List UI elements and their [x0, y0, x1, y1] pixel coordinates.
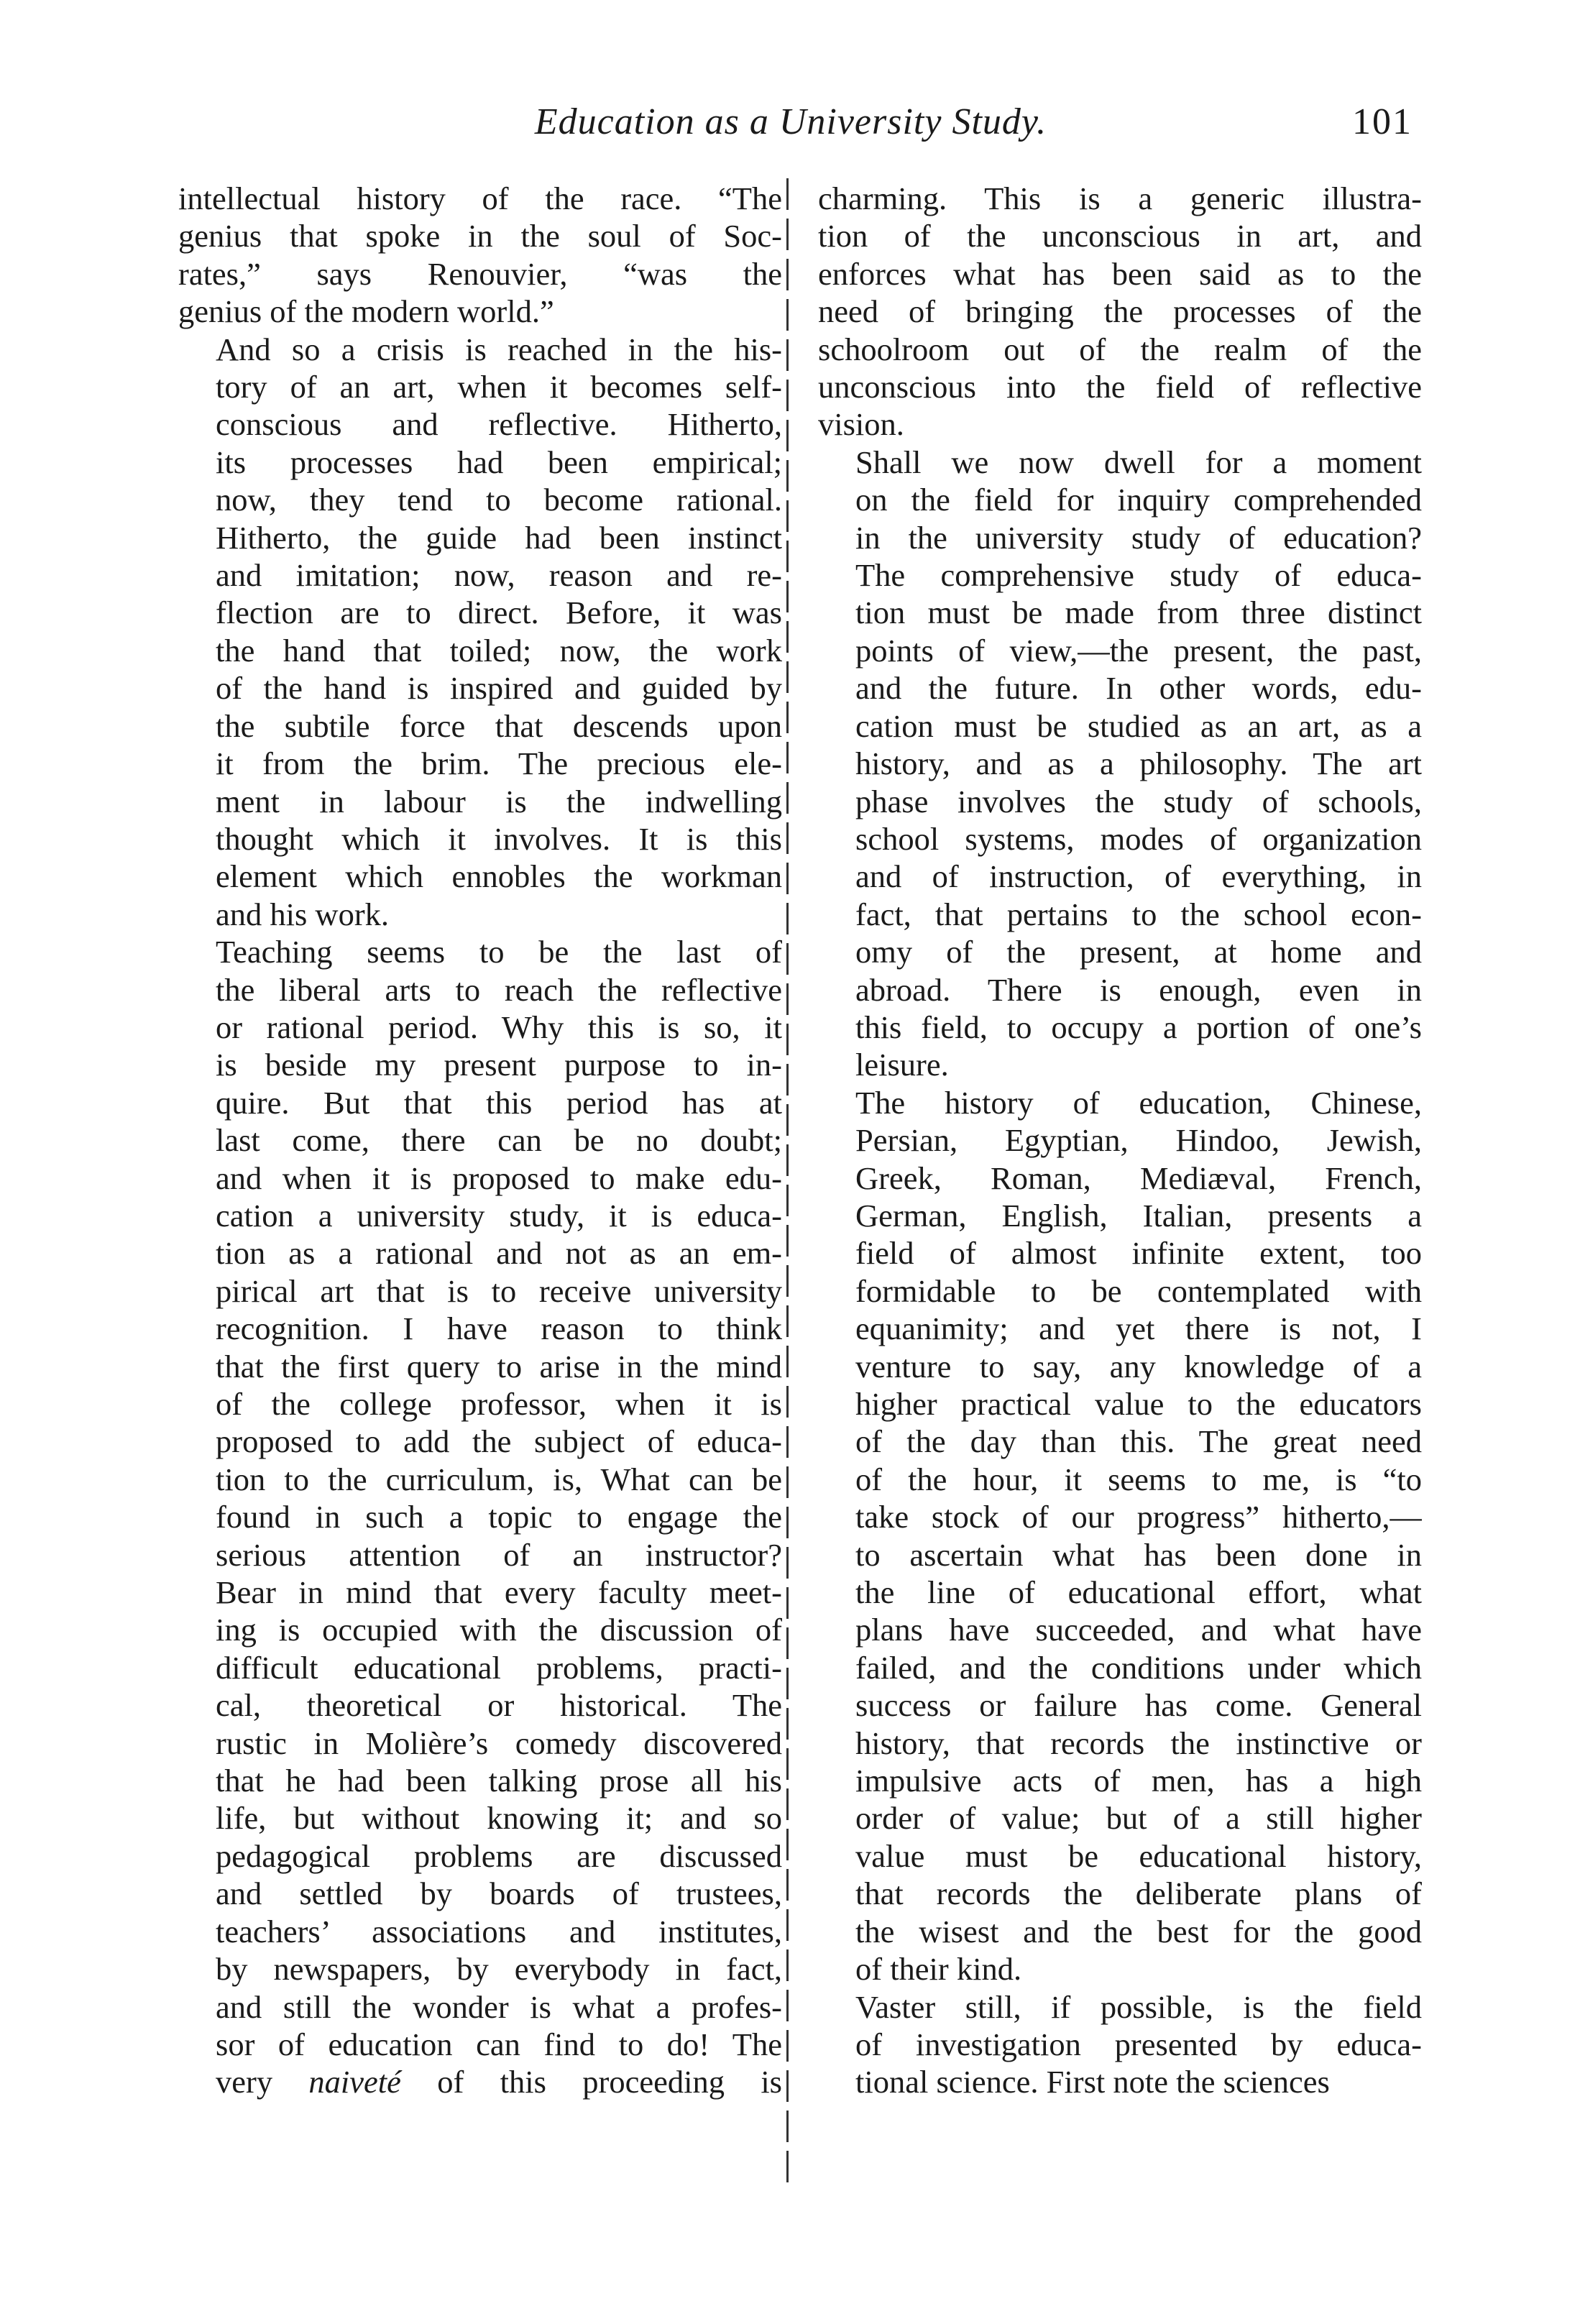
- text-line: tory of an art, when it becomes self-: [216, 369, 782, 405]
- right-column: [818, 180, 1422, 2192]
- text-line: and the future. In other words, edu-: [855, 670, 1422, 707]
- text-line: of the hour, it seems to me, is “to: [855, 1461, 1422, 1497]
- text-fragment: of this proceeding is: [400, 2064, 782, 2100]
- text-line: fact, that pertains to the school econ-: [855, 896, 1422, 932]
- paragraph: [178, 331, 782, 934]
- text-line: vision.: [818, 406, 904, 443]
- text-line: omy of the present, at home and: [855, 934, 1422, 970]
- text-line: of the college professor, when it is: [216, 1386, 782, 1422]
- text-line: its processes had been empirical;: [216, 444, 782, 480]
- text-line: venture to say, any knowledge of a: [855, 1348, 1422, 1384]
- text-line: flection are to direct. Before, it was: [216, 594, 782, 631]
- text-line: and when it is proposed to make edu-: [216, 1159, 782, 1196]
- text-fragment: very: [216, 2064, 309, 2100]
- text-line: cation must be studied as an art, as a: [855, 707, 1422, 744]
- text-line: thought which it involves. It is this: [216, 820, 782, 857]
- text-line: equanimity; and yet there is not, I: [855, 1310, 1422, 1347]
- text-line: leisure.: [855, 1047, 949, 1083]
- text-line: order of value; but of a still higher: [855, 1800, 1422, 1837]
- text-line: Shall we now dwell for a moment: [855, 444, 1422, 480]
- text-line: in the university study of education?: [855, 519, 1422, 556]
- italic-term: naiveté: [308, 2064, 401, 2100]
- text-line: intellectual history of the race. “The: [178, 180, 782, 216]
- text-line: or rational period. Why this is so, it: [216, 1009, 782, 1045]
- paragraph: [818, 1084, 1422, 1988]
- page-number: 101: [1352, 101, 1413, 142]
- text-line: that he had been talking prose all his: [216, 1763, 782, 1799]
- text-line: Teaching seems to be the last of: [216, 934, 782, 970]
- text-line: on the field for inquiry comprehended: [855, 482, 1422, 518]
- text-line: now, they tend to become rational.: [216, 482, 782, 518]
- paragraph: [818, 1988, 1422, 2101]
- paragraph: [178, 180, 782, 331]
- text-line: rates,” says Renouvier, “was the: [178, 255, 782, 292]
- text-line: take stock of our progress” hitherto,—: [855, 1499, 1422, 1535]
- text-line: conscious and reflective. Hitherto,: [216, 406, 782, 443]
- text-line: value must be educational history,: [855, 1837, 1422, 1874]
- text-line: rustic in Molière’s comedy discovered: [216, 1724, 782, 1761]
- text-line: ing is occupied with the discussion of: [216, 1612, 782, 1648]
- text-line: Hitherto, the guide had been instinct: [216, 519, 782, 556]
- text-line: Persian, Egyptian, Hindoo, Jewish,: [855, 1122, 1422, 1159]
- text-line: Greek, Roman, Mediæval, French,: [855, 1159, 1422, 1196]
- text-line: the subtile force that descends upon: [216, 707, 782, 744]
- text-line: points of view,—the present, the past,: [855, 632, 1422, 669]
- text-line: failed, and the conditions under which: [855, 1649, 1422, 1686]
- text-line: quire. But that this period has at: [216, 1084, 782, 1121]
- text-line: Vaster still, if possible, is the field: [855, 1988, 1422, 2025]
- text-line: tion as a rational and not as an em-: [216, 1235, 782, 1272]
- text-line: it from the brim. The precious ele-: [216, 745, 782, 782]
- text-line: success or failure has come. General: [855, 1687, 1422, 1724]
- text-line: that records the deliberate plans of: [855, 1875, 1422, 1912]
- text-line: teachers’ associations and institutes,: [216, 1913, 782, 1949]
- text-line: cal, theoretical or historical. The: [216, 1687, 782, 1724]
- text-line: last come, there can be no doubt;: [216, 1122, 782, 1159]
- paragraph: [818, 180, 1422, 444]
- text-line: formidable to be contemplated with: [855, 1272, 1422, 1309]
- page-header: [169, 101, 1413, 151]
- text-line: history, and as a philosophy. The art: [855, 745, 1422, 782]
- text-line: and settled by boards of trustees,: [216, 1875, 782, 1912]
- paragraph: [818, 444, 1422, 1084]
- text-line: field of almost infinite extent, too: [855, 1235, 1422, 1272]
- text-line: genius of the modern world.”: [178, 293, 554, 330]
- text-line: schoolroom out of the realm of the: [818, 331, 1422, 367]
- text-line: is beside my present purpose to in-: [216, 1047, 782, 1083]
- text-line: that the first query to arise in the mind: [216, 1348, 782, 1384]
- text-line: tional science. First note the sciences: [855, 2064, 1330, 2100]
- text-line: the hand that toiled; now, the work: [216, 632, 782, 669]
- text-line: and his work.: [216, 896, 390, 932]
- text-line: serious attention of an instructor?: [216, 1536, 782, 1573]
- running-title: Education as a University Study.: [534, 101, 1047, 142]
- text-line: sor of education can find to do! The: [216, 2026, 782, 2062]
- text-line: charming. This is a generic illustra-: [818, 180, 1422, 216]
- text-line: by newspapers, by everybody in fact,: [216, 1951, 782, 1988]
- text-line: The history of education, Chinese,: [855, 1084, 1422, 1121]
- text-line: And so a crisis is reached in the his-: [216, 331, 782, 367]
- text-line: and imitation; now, reason and re-: [216, 557, 782, 594]
- text-line: of the hand is inspired and guided by: [216, 670, 782, 707]
- text-line: of investigation presented by educa-: [855, 2026, 1422, 2062]
- text-line: life, but without knowing it; and so: [216, 1800, 782, 1837]
- text-line: element which ennobles the workman: [216, 858, 782, 895]
- text-line: and of instruction, of everything, in: [855, 858, 1422, 895]
- text-line: this field, to occupy a portion of one’s: [855, 1009, 1422, 1045]
- text-line: school systems, modes of organization: [855, 820, 1422, 857]
- text-line: Bear in mind that every faculty meet-: [216, 1574, 782, 1611]
- text-line: German, English, Italian, presents a: [855, 1197, 1422, 1234]
- text-line: phase involves the study of schools,: [855, 783, 1422, 819]
- text-line: higher practical value to the educators: [855, 1386, 1422, 1422]
- text-line: of their kind.: [855, 1951, 1022, 1988]
- text-line: difficult educational problems, practi-: [216, 1649, 782, 1686]
- text-line: proposed to add the subject of educa-: [216, 1423, 782, 1460]
- text-line: pirical art that is to receive university: [216, 1272, 782, 1309]
- paragraph: [178, 933, 782, 2101]
- text-line: the line of educational effort, what: [855, 1574, 1422, 1611]
- text-line: pedagogical problems are discussed: [216, 1837, 782, 1874]
- text-line: found in such a topic to engage the: [216, 1499, 782, 1535]
- text-line: to ascertain what has been done in: [855, 1536, 1422, 1573]
- text-line: and still the wonder is what a profes-: [216, 1988, 782, 2025]
- text-line: The comprehensive study of educa-: [855, 557, 1422, 594]
- text-line: recognition. I have reason to think: [216, 1310, 782, 1347]
- text-line: impulsive acts of men, has a high: [855, 1763, 1422, 1799]
- text-line: history, that records the instinctive or: [855, 1724, 1422, 1761]
- text-line: the liberal arts to reach the reflective: [216, 971, 782, 1008]
- text-line: of the day than this. The great need: [855, 1423, 1422, 1460]
- text-line: plans have succeeded, and what have: [855, 1612, 1422, 1648]
- text-line: unconscious into the field of reflective: [818, 369, 1422, 405]
- text-line: abroad. There is enough, even in: [855, 971, 1422, 1008]
- text-line: [178, 2063, 782, 2100]
- column-divider: [786, 178, 789, 2184]
- text-line: tion to the curriculum, is, What can be: [216, 1461, 782, 1497]
- text-line: ment in labour is the indwelling: [216, 783, 782, 819]
- text-line: tion must be made from three distinct: [855, 594, 1422, 631]
- text-line: genius that spoke in the soul of Soc-: [178, 218, 782, 254]
- left-column: [178, 180, 782, 2192]
- text-line: tion of the unconscious in art, and: [818, 218, 1422, 254]
- text-line: need of bringing the processes of the: [818, 293, 1422, 330]
- text-line: enforces what has been said as to the: [818, 255, 1422, 292]
- text-line: cation a university study, it is educa-: [216, 1197, 782, 1234]
- text-line: the wisest and the best for the good: [855, 1913, 1422, 1949]
